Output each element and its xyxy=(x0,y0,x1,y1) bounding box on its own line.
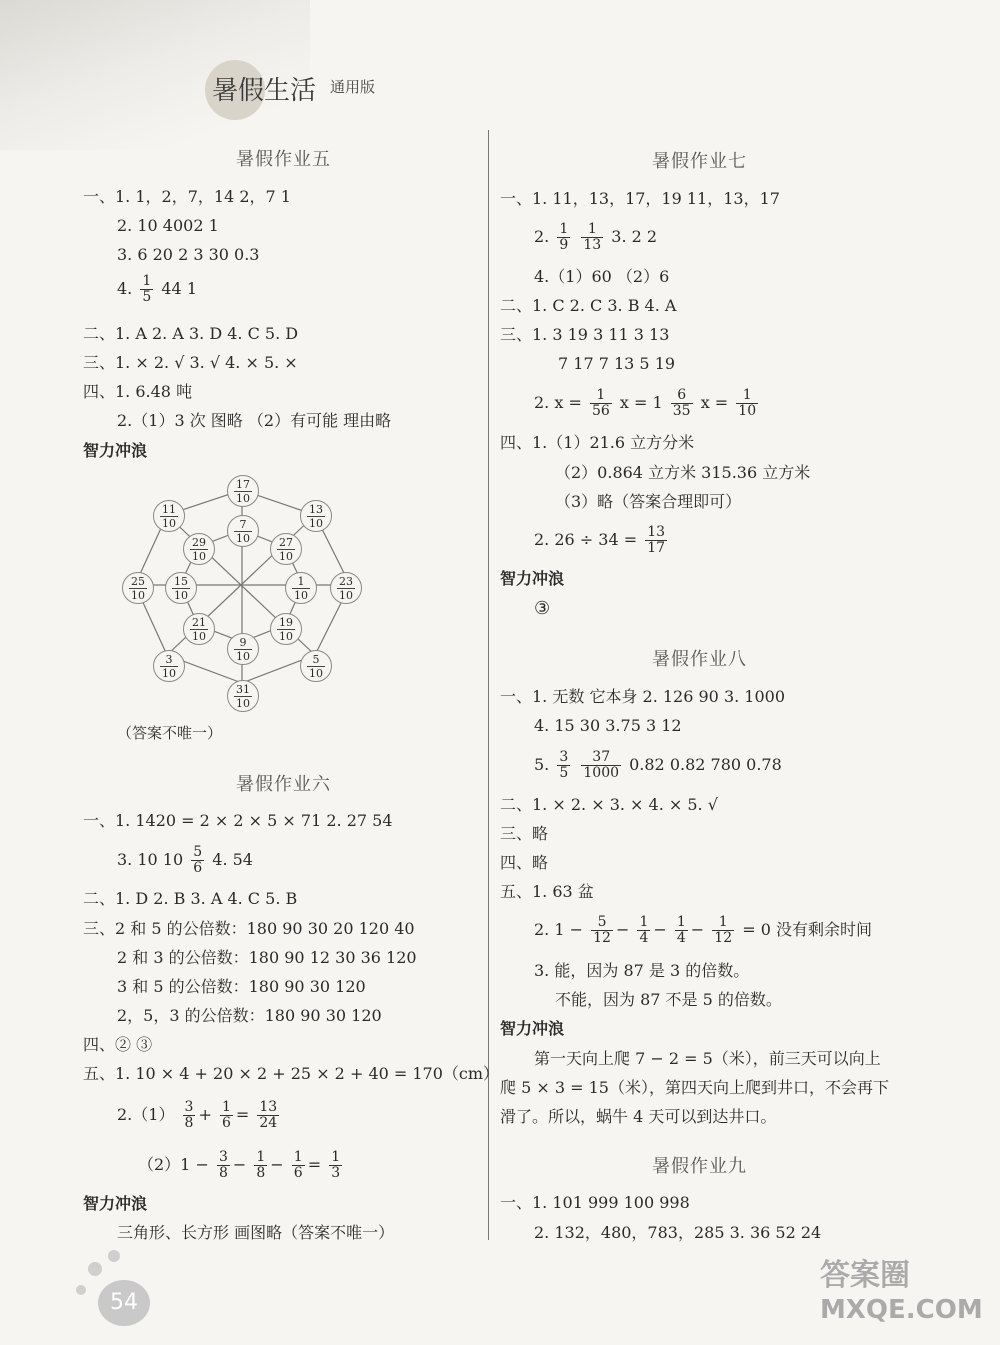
hw8-line: 2. 1 − $\frac{5}{12}$ − $\frac{1}{4}$ − $\frac{1}{4}$ − $\frac{1}{12}$ = 0 没有剩余时间 xyxy=(534,914,872,946)
hw8-line: 二、1. × 2. × 3. × 4. × 5. √ xyxy=(500,795,718,814)
diagram-node: 9 10 xyxy=(227,633,259,665)
fraction: $\frac{1}{3}$ xyxy=(331,1149,341,1181)
hw9-title: 暑假作业九 xyxy=(652,1156,747,1177)
text: （2）1 − xyxy=(138,1155,209,1174)
fraction: $\frac{6}{35}$ xyxy=(672,387,691,419)
fraction: $\frac{3}{8}$ xyxy=(218,1149,228,1181)
fraction: $\frac{1}{9}$ xyxy=(559,221,569,253)
brain-heading: 智力冲浪 xyxy=(83,441,148,460)
hw8-line: 四、略 xyxy=(500,853,549,872)
text: 4. 54 xyxy=(212,850,253,869)
hw8-title: 暑假作业八 xyxy=(652,649,747,670)
text: 2. xyxy=(534,227,550,246)
hw8-line: 4. 15 30 3.75 3 12 xyxy=(534,716,682,735)
fraction: $\frac{1}{4}$ xyxy=(676,914,686,946)
hw7-line: （2）0.864 立方米 315.36 立方米 xyxy=(555,463,811,482)
fraction: $\frac{13}{24}$ xyxy=(259,1099,278,1131)
hw8-line: 爬 5 × 3 = 15（米），第四天向上爬到井口，不会再下 xyxy=(500,1078,889,1097)
decor-dot xyxy=(88,1262,102,1276)
hw5-line: 二、1. A 2. A 3. D 4. C 5. D xyxy=(83,324,299,343)
fraction: $\frac{5}{12}$ xyxy=(593,914,611,946)
decor-dot xyxy=(76,1285,86,1295)
decor-dot xyxy=(108,1250,120,1262)
hw7-line: 一、1. 11，13，17，19 11，13，17 xyxy=(500,189,780,208)
hw5-line: 四、1. 6.48 吨 xyxy=(83,382,193,401)
hw5-note: （答案不唯一） xyxy=(117,724,223,742)
hw8-line: 三、略 xyxy=(500,824,549,843)
diagram-node: 31 10 xyxy=(227,680,259,712)
brain-heading: 智力冲浪 xyxy=(500,1019,565,1038)
hw5-line: 3. 6 20 2 3 30 0.3 xyxy=(117,245,260,264)
fraction: $\frac{1}{12}$ xyxy=(714,914,733,946)
page-number: 54 xyxy=(98,1280,150,1326)
hw5-line: 一、1. 1，2，7，14 2，7 1 xyxy=(83,187,291,206)
diagram-node: 13 10 xyxy=(300,500,332,532)
hw6-line xyxy=(117,845,253,876)
hw5-line: 2.（1）3 次 图略 （2）有可能 理由略 xyxy=(117,411,392,430)
hw7-line: 7 17 7 13 5 19 xyxy=(558,354,676,373)
hw8-line: 第一天向上爬 7 − 2 = 5（米），前三天可以向上 xyxy=(534,1049,881,1068)
hw6-line: （2）1 − $\frac{3}{8}$ − $\frac{1}{8}$ − $\frac{1}{6}$ = $\frac{1}{3}$ xyxy=(138,1149,341,1181)
text: 4. xyxy=(117,279,133,298)
hw7-line: 四、1.（1）21.6 立方分米 xyxy=(500,433,695,452)
edition-label: 通用版 xyxy=(330,78,376,96)
hw5-line: 三、1. × 2. √ 3. √ 4. × 5. × xyxy=(83,353,298,372)
hw6-line: 四、② ③ xyxy=(83,1035,153,1054)
hw6-line: 3 和 5 的公倍数：180 90 30 120 xyxy=(117,977,366,996)
diagram-node: 27 10 xyxy=(270,533,302,565)
text: 3. 10 10 xyxy=(117,850,184,869)
text: = 0 没有剩余时间 xyxy=(742,920,872,939)
hw8-line: 不能，因为 87 不是 5 的倍数。 xyxy=(555,990,782,1009)
hw8-line: 五、1. 63 盆 xyxy=(500,882,594,901)
hw7-line xyxy=(534,388,761,419)
diagram-node: 5 10 xyxy=(300,650,332,682)
diagram-node: 17 10 xyxy=(227,475,259,507)
diagram-node: 19 10 xyxy=(270,613,302,645)
text: 2. x = xyxy=(534,393,582,412)
hw7-line: （3）略（答案合理即可） xyxy=(555,492,742,511)
hw8-line xyxy=(534,750,782,781)
hw6-line: 2，5，3 的公倍数：180 90 30 120 xyxy=(117,1006,382,1025)
text: 2. 1 − xyxy=(534,920,584,939)
diagram-node: 29 10 xyxy=(183,533,215,565)
hw8-line: 一、1. 无数 它本身 2. 126 90 3. 1000 xyxy=(500,687,786,706)
fraction: $\frac{37}{1000}$ xyxy=(583,749,620,781)
fraction: $\frac{1}{56}$ xyxy=(591,387,610,419)
hw5-line xyxy=(117,274,197,305)
hw6-line: 二、1. D 2. B 3. A 4. C 5. B xyxy=(83,889,298,908)
hw7-title: 暑假作业七 xyxy=(652,151,747,172)
text: x = xyxy=(700,393,729,412)
diagram-node: 1 10 xyxy=(285,572,317,604)
hw6-line: 五、1. 10 × 4 + 20 × 2 + 25 × 2 + 40 = 170（cm） xyxy=(83,1064,500,1083)
fraction: $\frac{1}{4}$ xyxy=(639,914,649,946)
fraction: $\frac{1}{5}$ xyxy=(142,273,152,305)
fraction: $\frac{5}{6}$ xyxy=(193,844,203,876)
hw5-title: 暑假作业五 xyxy=(236,149,331,170)
text: 2. 26 ÷ 34 = xyxy=(534,530,638,549)
hw6-title: 暑假作业六 xyxy=(236,774,331,795)
diagram-node: 11 10 xyxy=(153,500,185,532)
hw9-line: 一、1. 101 999 100 998 xyxy=(500,1193,690,1212)
brain-heading: 智力冲浪 xyxy=(500,569,565,588)
text: 5. xyxy=(534,755,550,774)
watermark-url: MXQE.COM xyxy=(820,1295,983,1325)
hw6-line: 一、1. 1420 = 2 × 2 × 5 × 71 2. 27 54 xyxy=(83,811,393,830)
hw8-line: 滑了。所以，蜗牛 4 天可以到达井口。 xyxy=(500,1107,777,1126)
fraction: $\frac{1}{10}$ xyxy=(738,387,757,419)
text: 3. 2 2 xyxy=(611,227,658,246)
hw7-line: 二、1. C 2. C 3. B 4. A xyxy=(500,296,677,315)
diagram-node: 25 10 xyxy=(122,572,154,604)
hw5-line: 2. 10 4002 1 xyxy=(117,216,219,235)
diagram-node: 7 10 xyxy=(227,515,259,547)
hw7-line xyxy=(534,222,657,253)
text: x = 1 xyxy=(619,393,663,412)
hw6-line: 三角形、长方形 画图略（答案不唯一） xyxy=(117,1223,395,1242)
fraction: $\frac{1}{13}$ xyxy=(583,221,602,253)
diagram-node: 23 10 xyxy=(330,572,362,604)
fraction: $\frac{1}{6}$ xyxy=(221,1099,231,1131)
fraction: $\frac{1}{8}$ xyxy=(256,1149,266,1181)
brand-title: 暑假生活 xyxy=(212,76,317,106)
text: 0.82 0.82 780 0.78 xyxy=(629,755,782,774)
watermark-logo: 答案圈 xyxy=(820,1258,910,1293)
diagram-node: 3 10 xyxy=(153,650,185,682)
diagram-node: 15 10 xyxy=(165,572,197,604)
hw8-line: 3. 能，因为 87 是 3 的倍数。 xyxy=(534,961,750,980)
fraction: $\frac{13}{17}$ xyxy=(647,524,666,556)
hw6-line: 2 和 3 的公倍数：180 90 12 30 36 120 xyxy=(117,948,417,967)
fraction: $\frac{3}{5}$ xyxy=(559,749,569,781)
text: 44 1 xyxy=(161,279,197,298)
brain-heading: 智力冲浪 xyxy=(83,1194,148,1213)
fraction: $\frac{1}{6}$ xyxy=(293,1149,303,1181)
diagram-node: 21 10 xyxy=(183,613,215,645)
fraction: $\frac{3}{8}$ xyxy=(184,1099,194,1131)
text: 2.（1） xyxy=(117,1105,175,1124)
hw7-line: 三、1. 3 19 3 11 3 13 xyxy=(500,325,670,344)
hw7-line: 4.（1）60 （2）6 xyxy=(534,267,670,286)
hw6-line: 2.（1） $\frac{3}{8}$ + $\frac{1}{6}$ = $\frac{13}{24}$ xyxy=(117,1099,278,1131)
hw7-line: ③ xyxy=(534,598,551,619)
hw6-line: 三、2 和 5 的公倍数：180 90 30 20 120 40 xyxy=(83,919,415,938)
hw9-line: 2. 132，480，783，285 3. 36 52 24 xyxy=(534,1223,822,1242)
hw7-line xyxy=(534,525,670,556)
